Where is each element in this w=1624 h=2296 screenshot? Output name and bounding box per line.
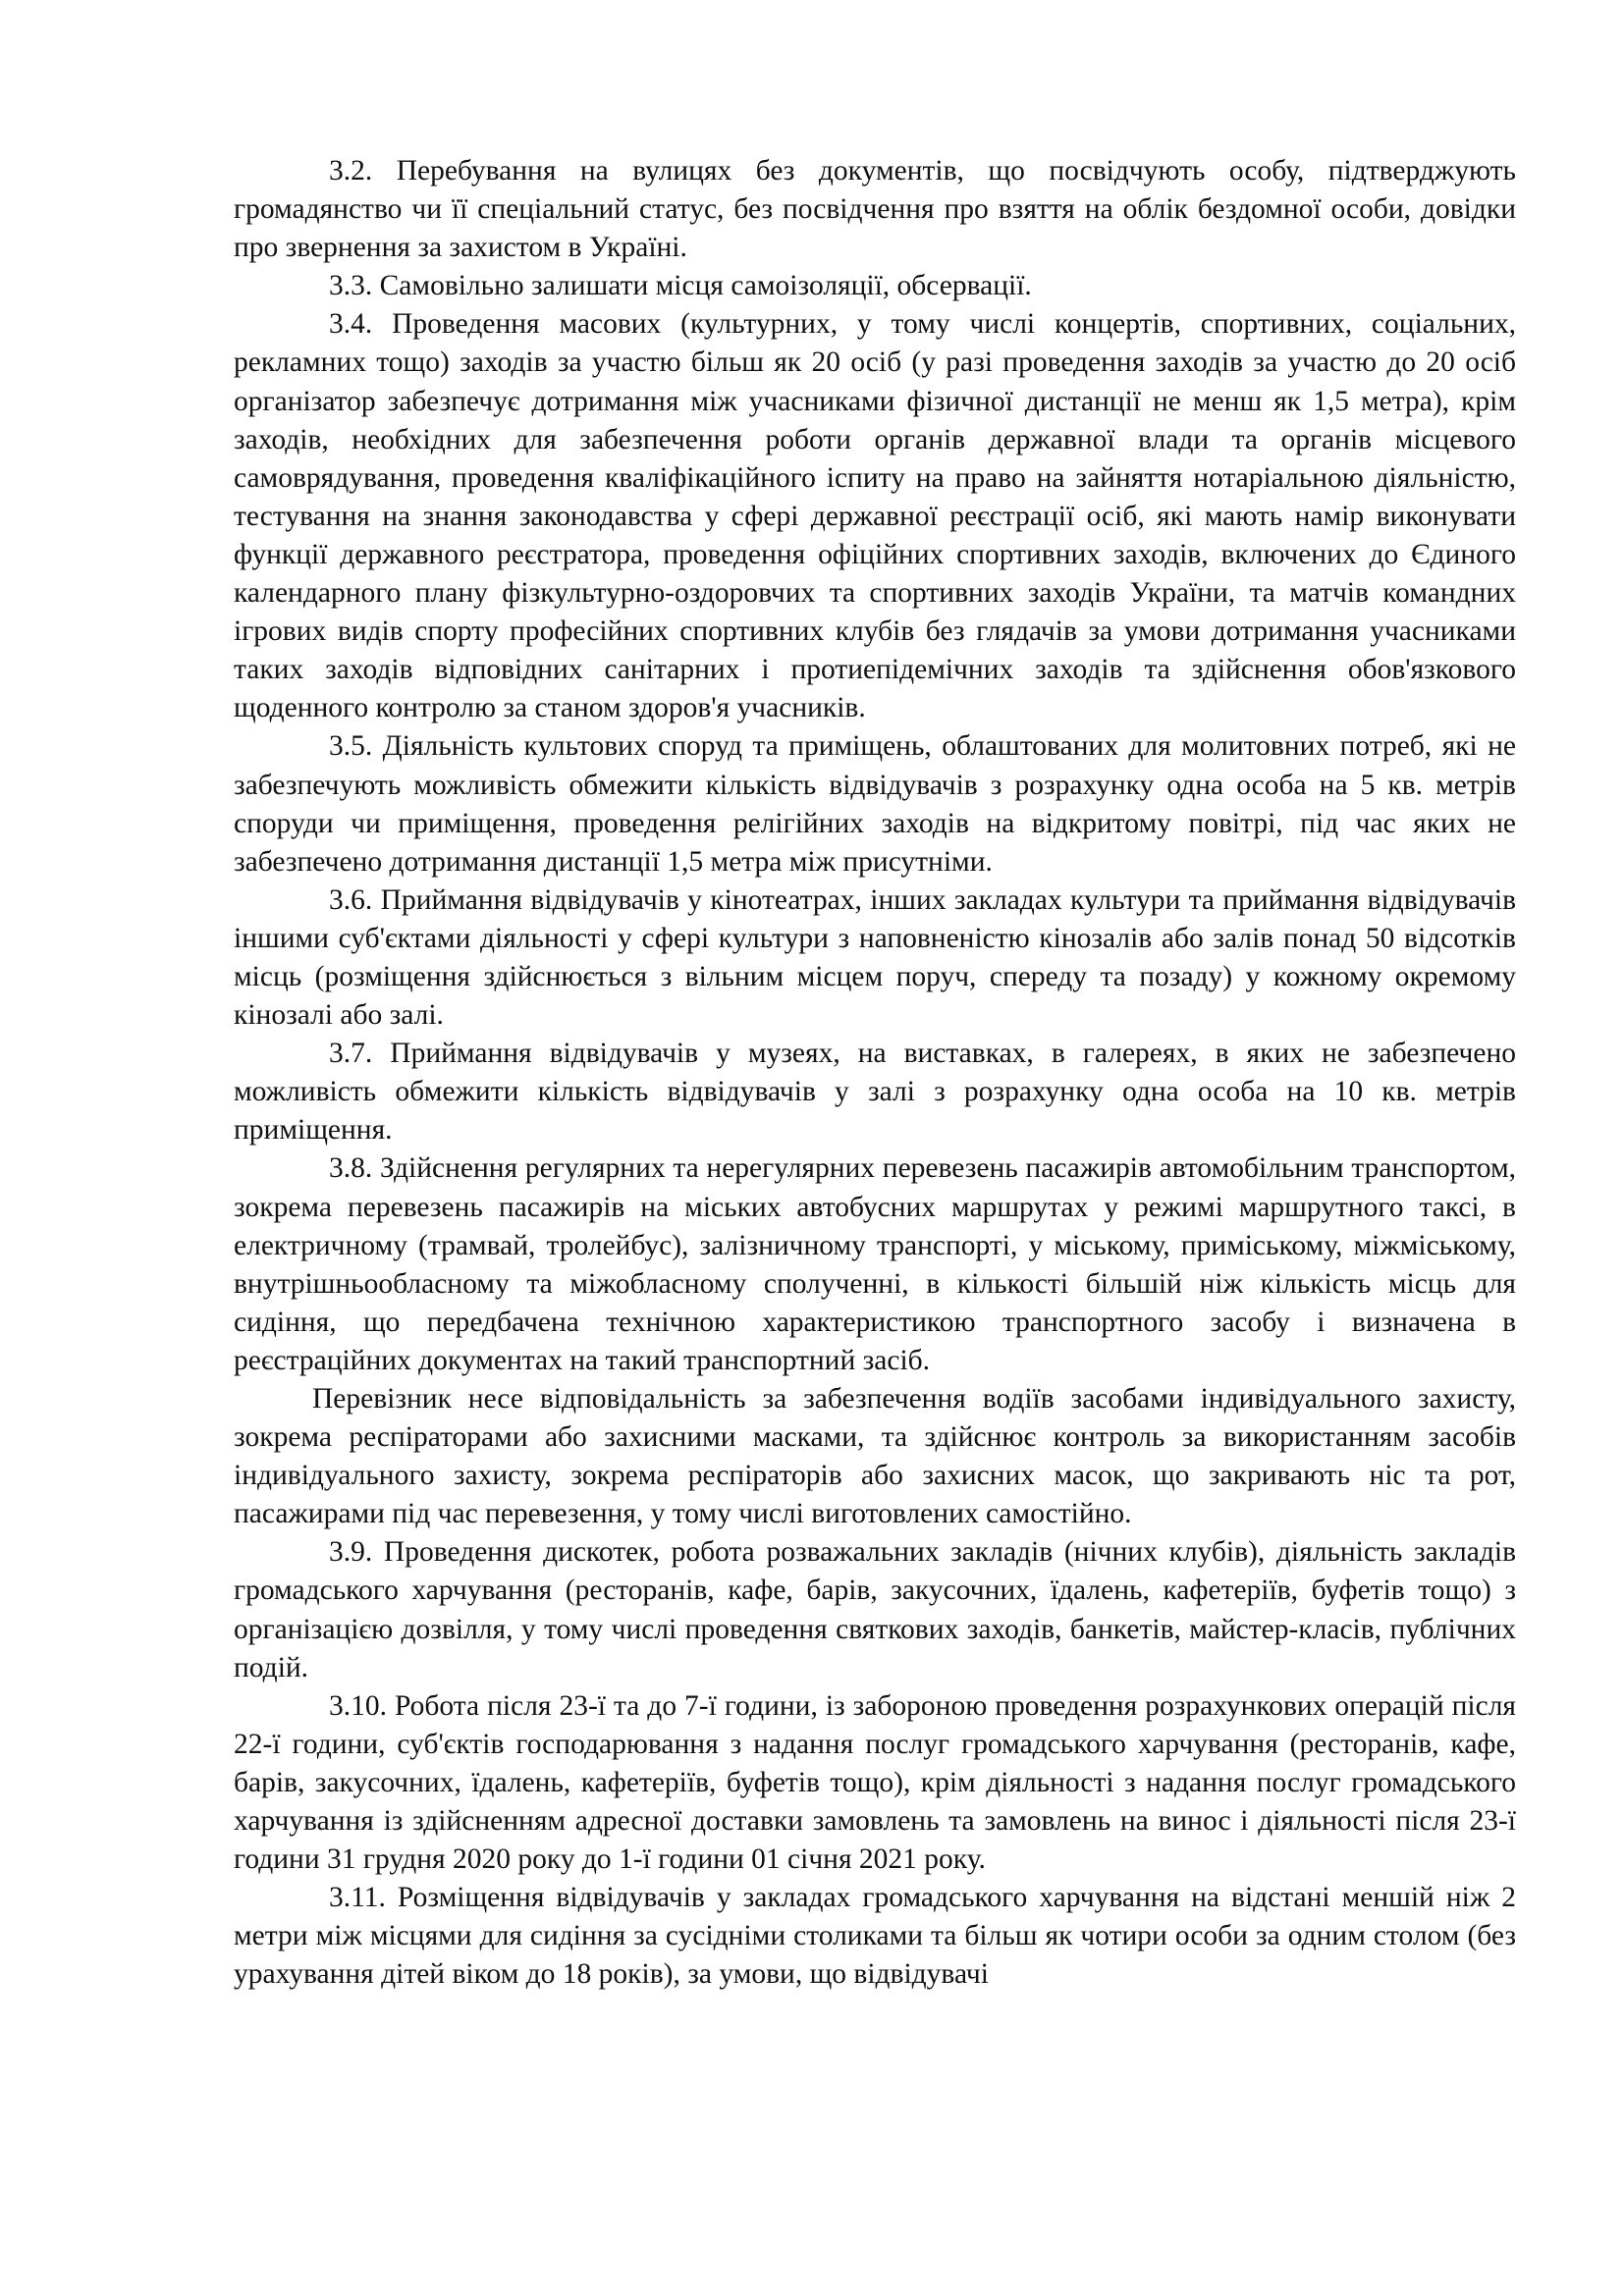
paragraph-3-5: 3.5. Діяльність культових споруд та приміщень, облаштованих для молитовних потреб, які не забезпечують можливість обмежити кількість відвідувачів з розрахунку одна особа на 5 кв. метрів споруди чи приміщення, проведення релігійних заходів на відкритому повітрі, під час яких не забезпечено дотримання дистанції 1,5 метра між присутніми. bbox=[234, 730, 1516, 878]
paragraph-3-6: 3.6. Приймання відвідувачів у кінотеатрах, інших закладах культури та приймання відвідувачів іншими суб'єктами діяльності у сфері культури з наповненістю кінозалів або залів понад 50 відсотків місць (розміщення здійснюється з вільним місцем поруч, спереду та позаду) у кожному окремому кінозалі або залі. bbox=[234, 883, 1516, 1032]
paragraph-3-9: 3.9. Проведення дискотек, робота розважальних закладів (нічних клубів), діяльність закладів громадського харчування (ресторанів, кафе, барів, закусочних, їдалень, кафетеріїв, буфетів тощо) з організацією дозвілля, у тому числі проведення святкових заходів, банкетів, майстер-класів, публічних подій. bbox=[234, 1536, 1516, 1683]
paragraph-3-4: 3.4. Проведення масових (культурних, у тому числі концертів, спортивних, соціальних, рекламних тощо) заходів за участю більш як 20 осіб (у разі проведення заходів за участю до 20 осіб організатор забезпечує дотримання між учасниками фізичної дистанції не менш як 1,5 метра), крім заходів, необхідних для забезпечення роботи органів державної влади та органів місцевого самоврядування, проведення кваліфікаційного іспиту на право на зайняття нотаріальною діяльністю, тестування на знання законодавства у сфері державної реєстрації осіб, які мають намір виконувати функції державного реєстратора, проведення офіційних спортивних заходів, включених до Єдиного календарного плану фізкультурно-оздоровчих та спортивних заходів України, та матчів командних ігрових видів спорту професійних спортивних клубів без глядачів за умови дотримання учасниками таких заходів відповідних санітарних і протиепідемічних заходів та здійснення обов'язкового щоденного контролю за станом здоров'я учасників. bbox=[234, 308, 1516, 724]
paragraph-3-10: 3.10. Робота після 23-ї та до 7-ї години, із забороною проведення розрахункових операцій після 22-ї години, суб'єктів господарювання з надання послуг громадського харчування (ресторанів, кафе, барів, закусочних, їдалень, кафетеріїв, буфетів тощо), крім діяльності з надання послуг громадського харчування із здійсненням адресної доставки замовлень та замовлень на винос і діяльності після 23-ї години 31 грудня 2020 року до 1-ї години 01 січня 2021 року. bbox=[234, 1689, 1516, 1876]
paragraph-3-2: 3.2. Перебування на вулицях без документів, що посвідчують особу, підтверджують громадянство чи її спеціальний статус, без посвідчення про взяття на облік бездомної особи, довідки про звернення за захистом в Україні. bbox=[234, 155, 1516, 264]
paragraph-3-3: 3.3. Самовільно залишати місця самоізоляції, обсервації. bbox=[329, 270, 1032, 302]
paragraph-3-8: 3.8. Здійснення регулярних та нерегулярних перевезень пасажирів автомобільним транспортом, зокрема перевезень пасажирів на міських автобусних маршрутах у режимі маршрутного таксі, в електричному (трамвай, тролейбус), залізничному транспорті, у міському, приміському, міжміському, внутрішньообласному та міжобласному сполученні, в кількості більшій ніж кількість місць для сидіння, що передбачена технічною характеристикою транспортного засобу і визначена в реєстраційних документах на такий транспортний засіб. bbox=[234, 1152, 1516, 1376]
paragraph-3-11: 3.11. Розміщення відвідувачів у закладах громадського харчування на відстані меншій ніж 2 метри між місцями для сидіння за сусідніми столиками та більш як чотири особи за одним столом (без урахування дітей віком до 18 років), за умови, що відвідувачі bbox=[234, 1882, 1516, 1991]
paragraph-3-7: 3.7. Приймання відвідувачів у музеях, на виставках, в галереях, в яких не забезпечено можливість обмежити кількість відвідувачів у залі з розрахунку одна особа на 10 кв. метрів приміщення. bbox=[234, 1038, 1516, 1147]
document-body bbox=[234, 152, 1516, 1995]
paragraph-carrier-responsibility: Перевізник несе відповідальність за забезпечення водіїв засобами індивідуального захисту, зокрема респіраторами або захисними масками, та здійснює контроль за використанням засобів індивідуального захисту, зокрема респіраторів або захисних масок, що закривають ніс та рот, пасажирами під час перевезення, у тому числі виготовлених самостійно. bbox=[234, 1383, 1516, 1530]
